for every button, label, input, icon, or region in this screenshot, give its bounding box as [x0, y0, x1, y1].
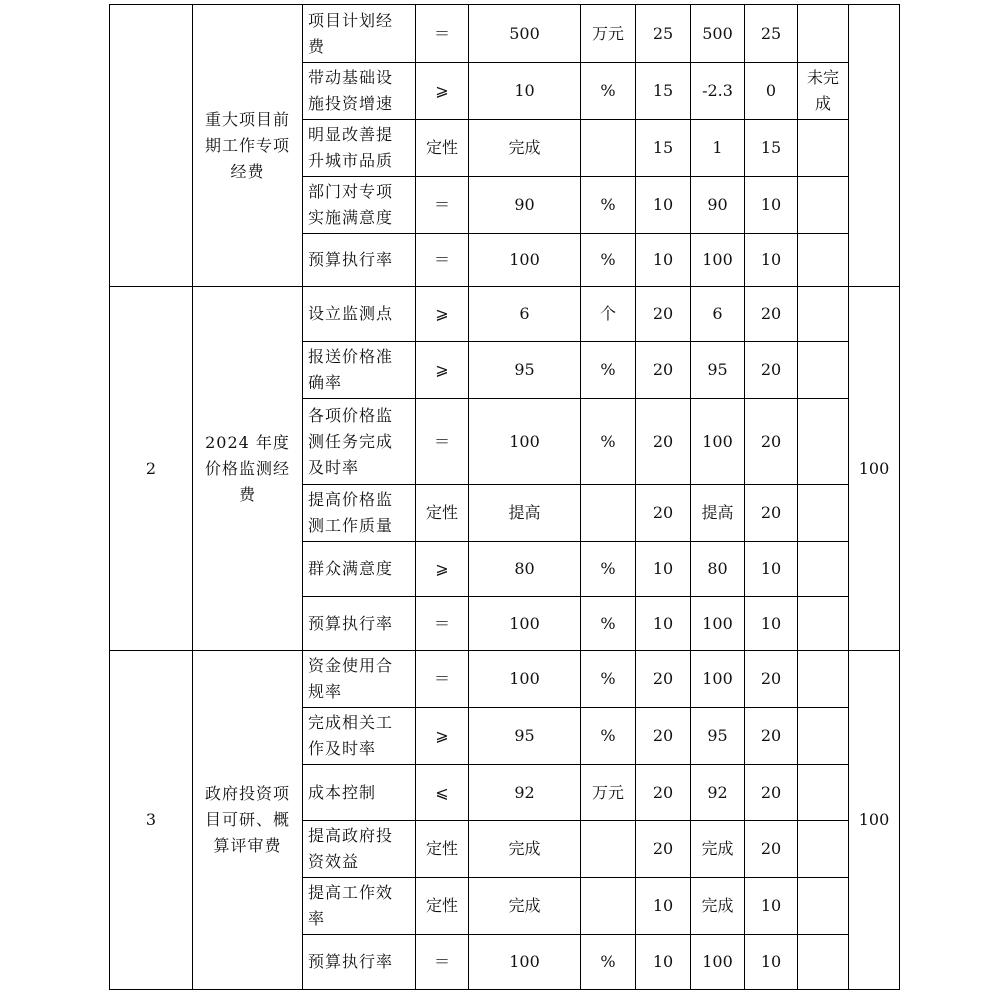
- weight-cell: 25: [636, 5, 691, 63]
- weight-cell: 15: [636, 120, 691, 177]
- unit-cell: %: [581, 935, 636, 990]
- weight-cell: 10: [636, 234, 691, 287]
- operator-cell: 定性: [416, 878, 469, 935]
- actual-cell: 92: [691, 765, 745, 821]
- indicator-cell: [303, 651, 416, 708]
- indicator-cell: [303, 765, 416, 821]
- unit-cell: [581, 821, 636, 878]
- weight-cell: 10: [636, 597, 691, 651]
- indicator-name: 资金使用合规率: [308, 656, 394, 701]
- indicator-cell: [303, 542, 416, 597]
- indicator-name: 成本控制: [308, 782, 377, 802]
- note-cell: [798, 542, 849, 597]
- indicator-name: 项目计划经费: [308, 10, 394, 56]
- indicator-name: 部门对专项实施满意度: [308, 182, 394, 227]
- note-cell: [798, 399, 849, 485]
- indicator-cell: [303, 342, 416, 399]
- target-cell: 90: [469, 177, 581, 234]
- table-row: [110, 5, 900, 63]
- weight-cell: 15: [636, 63, 691, 120]
- project-name: 2024 年度价格监测经费: [204, 432, 290, 504]
- actual-cell: 100: [691, 935, 745, 990]
- weight-cell: 20: [636, 287, 691, 342]
- actual-cell: 90: [691, 177, 745, 234]
- note-cell: [798, 485, 849, 542]
- score-cell: 10: [745, 878, 798, 935]
- project-number-cell: [110, 5, 193, 287]
- unit-cell: %: [581, 234, 636, 287]
- weight-cell: 20: [636, 485, 691, 542]
- weight-cell: 20: [636, 708, 691, 765]
- score-cell: 20: [745, 821, 798, 878]
- operator-cell: 定性: [416, 120, 469, 177]
- unit-cell: [581, 878, 636, 935]
- indicator-cell: [303, 234, 416, 287]
- unit-cell: %: [581, 399, 636, 485]
- note-cell: [798, 651, 849, 708]
- indicator-cell: [303, 177, 416, 234]
- actual-cell: 完成: [691, 821, 745, 878]
- actual-cell: 1: [691, 120, 745, 177]
- table-row: [110, 651, 900, 708]
- indicator-cell: [303, 63, 416, 120]
- performance-table: [109, 4, 900, 990]
- weight-cell: 10: [636, 935, 691, 990]
- weight-cell: 20: [636, 651, 691, 708]
- operator-cell: ⩾: [416, 63, 469, 120]
- note-cell: [798, 5, 849, 63]
- score-cell: 10: [745, 234, 798, 287]
- score-cell: 10: [745, 542, 798, 597]
- unit-cell: %: [581, 542, 636, 597]
- weight-cell: 20: [636, 821, 691, 878]
- note-cell: [798, 821, 849, 878]
- indicator-name: 完成相关工作及时率: [308, 713, 394, 758]
- total-score-cell: 100: [849, 651, 900, 990]
- actual-cell: 80: [691, 542, 745, 597]
- indicator-name: 群众满意度: [308, 559, 394, 578]
- indicator-name: 预算执行率: [308, 250, 394, 269]
- target-cell: 92: [469, 765, 581, 821]
- operator-cell: ⩾: [416, 542, 469, 597]
- project-name-cell: [193, 287, 303, 651]
- operator-cell: 定性: [416, 821, 469, 878]
- weight-cell: 10: [636, 542, 691, 597]
- indicator-name: 明显改善提升城市品质: [308, 125, 394, 170]
- note-cell: [798, 597, 849, 651]
- unit-cell: 万元: [581, 765, 636, 821]
- target-cell: 95: [469, 342, 581, 399]
- indicator-name: 各项价格监测任务完成及时率: [308, 405, 394, 477]
- actual-cell: 100: [691, 597, 745, 651]
- target-cell: 80: [469, 542, 581, 597]
- score-cell: 20: [745, 287, 798, 342]
- actual-cell: 提高: [691, 485, 745, 542]
- target-cell: 完成: [469, 120, 581, 177]
- actual-cell: 6: [691, 287, 745, 342]
- note-cell: [798, 878, 849, 935]
- target-cell: 10: [469, 63, 581, 120]
- note-cell: [798, 287, 849, 342]
- indicator-name: 报送价格准确率: [308, 347, 394, 392]
- score-cell: 20: [745, 342, 798, 399]
- unit-cell: [581, 120, 636, 177]
- indicator-cell: [303, 287, 416, 342]
- indicator-cell: [303, 821, 416, 878]
- note-cell: [798, 120, 849, 177]
- actual-cell: 100: [691, 651, 745, 708]
- score-cell: 0: [745, 63, 798, 120]
- unit-cell: %: [581, 177, 636, 234]
- operator-cell: ＝: [416, 234, 469, 287]
- target-cell: 完成: [469, 878, 581, 935]
- unit-cell: %: [581, 342, 636, 399]
- operator-cell: ＝: [416, 177, 469, 234]
- note-cell: [798, 708, 849, 765]
- indicator-name: 预算执行率: [308, 613, 394, 633]
- score-cell: 20: [745, 765, 798, 821]
- operator-cell: ⩾: [416, 287, 469, 342]
- indicator-name: 带动基础设施投资增速: [308, 68, 394, 113]
- note-cell: [798, 342, 849, 399]
- score-cell: 25: [745, 5, 798, 63]
- score-cell: 20: [745, 485, 798, 542]
- indicator-cell: [303, 399, 416, 485]
- project-number-cell: 2: [110, 287, 193, 651]
- actual-cell: 完成: [691, 878, 745, 935]
- unit-cell: %: [581, 708, 636, 765]
- target-cell: 提高: [469, 485, 581, 542]
- score-cell: 10: [745, 935, 798, 990]
- project-name-cell: [193, 5, 303, 287]
- weight-cell: 20: [636, 399, 691, 485]
- actual-cell: -2.3: [691, 63, 745, 120]
- note-cell: [798, 177, 849, 234]
- unit-cell: 万元: [581, 5, 636, 63]
- score-cell: 20: [745, 708, 798, 765]
- actual-cell: 95: [691, 708, 745, 765]
- unit-cell: %: [581, 651, 636, 708]
- operator-cell: ⩾: [416, 708, 469, 765]
- actual-cell: 95: [691, 342, 745, 399]
- project-name: 政府投资项目可研、概算评审费: [204, 784, 290, 855]
- target-cell: 100: [469, 597, 581, 651]
- actual-cell: 100: [691, 234, 745, 287]
- target-cell: 500: [469, 5, 581, 63]
- note-cell: 未完成: [798, 63, 849, 120]
- score-cell: 10: [745, 177, 798, 234]
- target-cell: 100: [469, 651, 581, 708]
- indicator-cell: [303, 878, 416, 935]
- note-cell: [798, 935, 849, 990]
- operator-cell: ⩾: [416, 342, 469, 399]
- indicator-cell: [303, 597, 416, 651]
- indicator-name: 提高政府投资效益: [308, 826, 394, 871]
- table-body: [110, 5, 900, 990]
- indicator-cell: [303, 120, 416, 177]
- actual-cell: 100: [691, 399, 745, 485]
- operator-cell: 定性: [416, 485, 469, 542]
- score-cell: 15: [745, 120, 798, 177]
- note-cell: [798, 234, 849, 287]
- target-cell: 6: [469, 287, 581, 342]
- indicator-name: 预算执行率: [308, 952, 394, 971]
- target-cell: 100: [469, 399, 581, 485]
- indicator-cell: [303, 935, 416, 990]
- target-cell: 95: [469, 708, 581, 765]
- project-name-cell: [193, 651, 303, 990]
- weight-cell: 20: [636, 342, 691, 399]
- indicator-name: 设立监测点: [308, 304, 394, 323]
- score-cell: 20: [745, 651, 798, 708]
- indicator-name: 提高价格监测工作质量: [308, 490, 394, 535]
- unit-cell: 个: [581, 287, 636, 342]
- unit-cell: [581, 485, 636, 542]
- note-cell: [798, 765, 849, 821]
- actual-cell: 500: [691, 5, 745, 63]
- target-cell: 100: [469, 935, 581, 990]
- weight-cell: 10: [636, 878, 691, 935]
- indicator-name: 提高工作效率: [308, 883, 394, 928]
- operator-cell: ＝: [416, 935, 469, 990]
- weight-cell: 10: [636, 177, 691, 234]
- project-name: 重大项目前期工作专项经费: [204, 109, 290, 181]
- total-score-cell: 100: [849, 287, 900, 651]
- indicator-cell: [303, 708, 416, 765]
- operator-cell: ＝: [416, 5, 469, 63]
- indicator-cell: [303, 5, 416, 63]
- score-cell: 10: [745, 597, 798, 651]
- project-number-cell: 3: [110, 651, 193, 990]
- operator-cell: ＝: [416, 399, 469, 485]
- unit-cell: %: [581, 597, 636, 651]
- operator-cell: ⩽: [416, 765, 469, 821]
- operator-cell: ＝: [416, 651, 469, 708]
- target-cell: 100: [469, 234, 581, 287]
- target-cell: 完成: [469, 821, 581, 878]
- indicator-cell: [303, 485, 416, 542]
- unit-cell: %: [581, 63, 636, 120]
- table-row: [110, 287, 900, 342]
- score-cell: 20: [745, 399, 798, 485]
- weight-cell: 20: [636, 765, 691, 821]
- operator-cell: ＝: [416, 597, 469, 651]
- total-score-cell: [849, 5, 900, 287]
